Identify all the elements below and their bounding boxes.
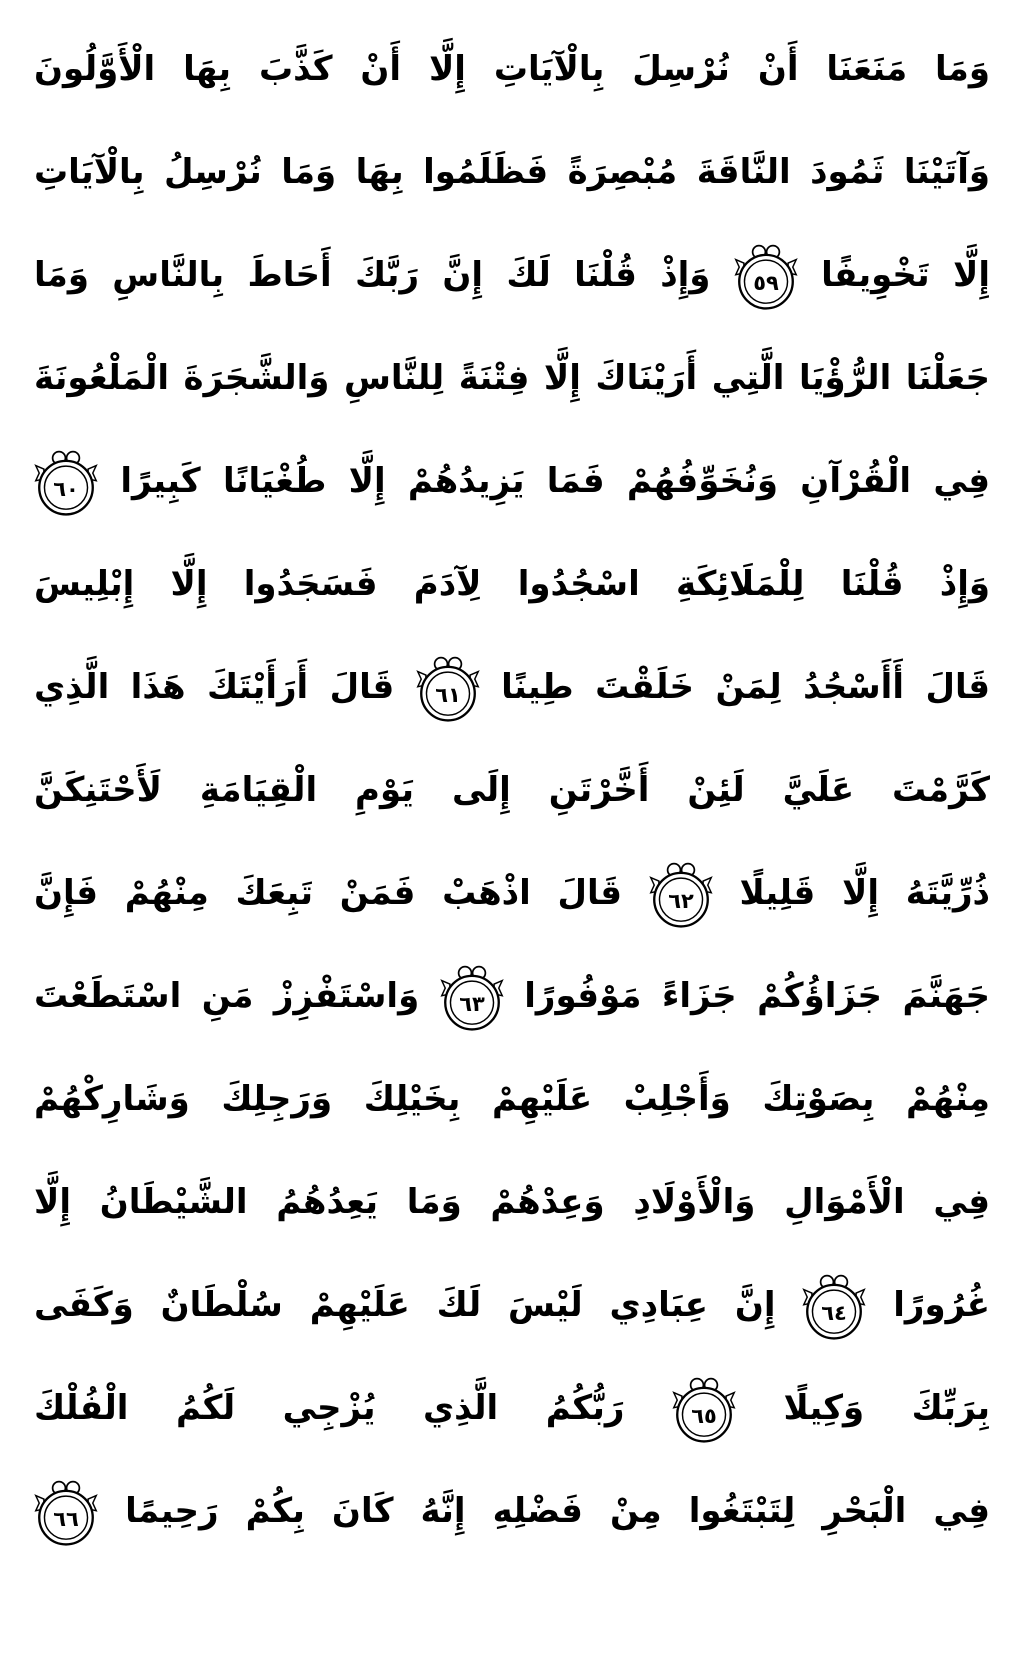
ayah-text: وَاسْتَفْزِزْ مَنِ اسْتَطَعْتَ — [34, 976, 420, 1016]
text-line — [34, 18, 990, 121]
text-line — [34, 636, 990, 739]
text-line — [34, 945, 990, 1048]
text-line — [34, 1254, 990, 1357]
verse-medallion-icon — [34, 448, 98, 518]
text-line — [34, 121, 990, 224]
verse-number: ٦٣ — [458, 991, 485, 1016]
ayah-text: بِرَبِّكَ وَكِيلًا — [783, 1388, 990, 1428]
verse-number: ٦٦ — [53, 1506, 79, 1531]
text-line — [34, 430, 990, 533]
ayah-text: غُرُورًا — [893, 1285, 990, 1325]
verse-medallion-icon — [672, 1375, 736, 1445]
verse-end-medallion — [416, 654, 480, 724]
ayah-text: وَإِذْ قُلْنَا لَكَ إِنَّ رَبَّكَ أَحَاطَ بِالنَّاسِ وَمَا — [34, 255, 711, 295]
verse-medallion-icon — [734, 242, 798, 312]
ayah-text: قَالَ اذْهَبْ فَمَنْ تَبِعَكَ مِنْهُمْ فَإِنَّ — [34, 873, 623, 913]
ayah-text: جَعَلْنَا الرُّؤْيَا الَّتِي أَرَيْنَاكَ إِلَّا فِتْنَةً لِلنَّاسِ وَالشَّجَرَةَ الْمَلْعُونَةَ — [34, 358, 990, 398]
verse-number: ٦٤ — [821, 1300, 848, 1325]
verse-number: ٦١ — [434, 682, 461, 707]
ayah-text: قَالَ أَأَسْجُدُ لِمَنْ خَلَقْتَ طِينًا — [501, 667, 990, 707]
ayah-text: كَرَّمْتَ عَلَيَّ لَئِنْ أَخَّرْتَنِ إِلَى يَوْمِ الْقِيَامَةِ لَأَحْتَنِكَنَّ — [34, 770, 990, 810]
verse-medallion-icon — [34, 1478, 98, 1548]
verse-end-medallion — [34, 1478, 98, 1548]
text-line — [34, 1048, 990, 1151]
text-line — [34, 224, 990, 327]
ayah-text: فِي الْأَمْوَالِ وَالْأَوْلَادِ وَعِدْهُمْ وَمَا يَعِدُهُمُ الشَّيْطَانُ إِلَّا — [34, 1182, 990, 1222]
verse-end-medallion — [734, 242, 798, 312]
text-line — [34, 842, 990, 945]
verse-end-medallion — [802, 1272, 866, 1342]
text-line — [34, 739, 990, 842]
verse-end-medallion — [672, 1375, 736, 1445]
text-line — [34, 327, 990, 430]
verse-medallion-icon — [440, 963, 504, 1033]
ayah-text: ذُرِّيَّتَهُ إِلَّا قَلِيلًا — [739, 873, 990, 913]
text-line — [34, 1357, 990, 1460]
ayah-text: رَبُّكُمُ الَّذِي يُزْجِي لَكُمُ الْفُلْكَ — [34, 1388, 625, 1428]
text-line — [34, 1151, 990, 1254]
verse-end-medallion — [649, 860, 713, 930]
verse-medallion-icon — [416, 654, 480, 724]
verse-end-medallion — [34, 448, 98, 518]
ayah-text: إِلَّا تَخْوِيفًا — [821, 255, 990, 295]
ayah-text: جَهَنَّمَ جَزَاؤُكُمْ جَزَاءً مَوْفُورًا — [524, 976, 990, 1016]
verse-number: ٦٥ — [691, 1403, 717, 1428]
verse-number: ٦٢ — [667, 888, 694, 913]
verse-medallion-icon — [802, 1272, 866, 1342]
ayah-text: فِي الْقُرْآنِ وَنُخَوِّفُهُمْ فَمَا يَزِيدُهُمْ إِلَّا طُغْيَانًا كَبِيرًا — [120, 461, 990, 501]
ayah-text: وَآتَيْنَا ثَمُودَ النَّاقَةَ مُبْصِرَةً فَظَلَمُوا بِهَا وَمَا نُرْسِلُ بِالْآيَاتِ — [34, 152, 990, 192]
text-line — [34, 1460, 990, 1563]
ayah-text: وَمَا مَنَعَنَا أَنْ نُرْسِلَ بِالْآيَاتِ إِلَّا أَنْ كَذَّبَ بِهَا الْأَوَّلُونَ — [34, 49, 990, 89]
ayah-text: فِي الْبَحْرِ لِتَبْتَغُوا مِنْ فَضْلِهِ إِنَّهُ كَانَ بِكُمْ رَحِيمًا — [125, 1491, 990, 1531]
ayah-text: وَإِذْ قُلْنَا لِلْمَلَائِكَةِ اسْجُدُوا لِآدَمَ فَسَجَدُوا إِلَّا إِبْلِيسَ — [34, 564, 990, 604]
verse-end-medallion — [440, 963, 504, 1033]
verse-number: ٦٠ — [53, 476, 79, 501]
verse-number: ٥٩ — [753, 270, 779, 295]
ayah-text: إِنَّ عِبَادِي لَيْسَ لَكَ عَلَيْهِمْ سُلْطَانٌ وَكَفَى — [34, 1285, 776, 1325]
ayah-text: مِنْهُمْ بِصَوْتِكَ وَأَجْلِبْ عَلَيْهِمْ بِخَيْلِكَ وَرَجِلِكَ وَشَارِكْهُمْ — [34, 1079, 990, 1119]
verse-medallion-icon — [649, 860, 713, 930]
text-line — [34, 533, 990, 636]
ayah-text: قَالَ أَرَأَيْتَكَ هَذَا الَّذِي — [34, 667, 395, 707]
